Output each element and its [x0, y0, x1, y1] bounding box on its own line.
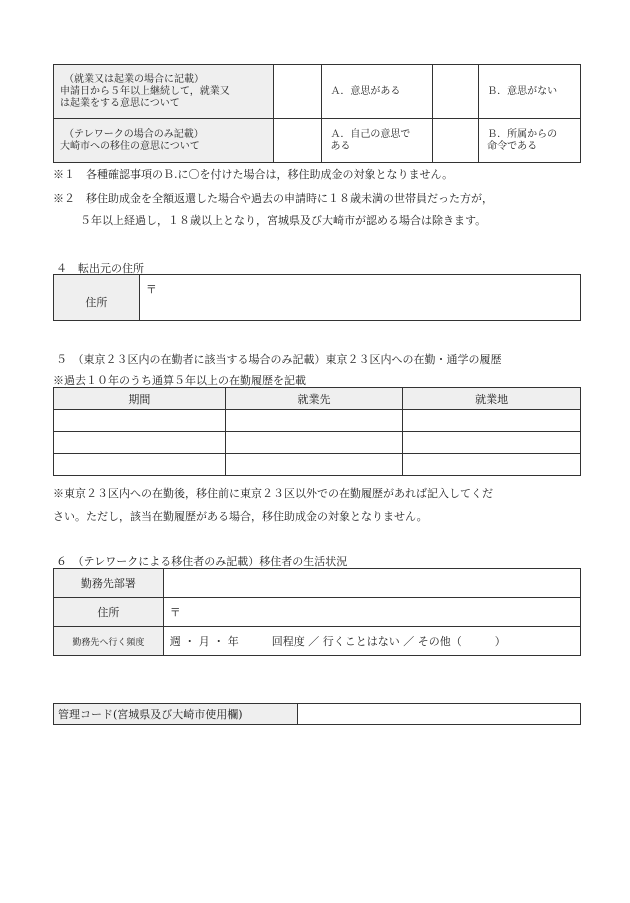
table-row: [54, 432, 581, 454]
visit-frequency-field[interactable]: 週 ・ 月 ・ 年 回程度 ／ 行くことはない ／ その他（ ）: [163, 627, 580, 656]
period-cell[interactable]: [54, 432, 226, 454]
postal-mark: 〒: [145, 283, 157, 296]
option-b-mark-cell[interactable]: [433, 119, 479, 163]
option-a-mark-cell[interactable]: [273, 119, 322, 163]
period-cell[interactable]: [54, 410, 226, 432]
column-header-employer: 就業先: [225, 388, 403, 410]
option-a-intent: Ａ．意思がある: [322, 65, 433, 119]
work-location-cell[interactable]: [403, 454, 581, 476]
address-field[interactable]: [163, 598, 580, 627]
employer-cell[interactable]: [225, 454, 403, 476]
table-row: [54, 627, 581, 656]
note-1: ※１ 各種確認事項のＢ.に〇を付けた場合は，移住助成金の対象となりません。: [53, 168, 454, 181]
option-a-own-will: Ａ．自己の意思で ある: [322, 119, 433, 163]
work-location-cell[interactable]: [403, 432, 581, 454]
visit-frequency-label: 勤務先へ行く頻度: [54, 627, 164, 656]
table-header-row: [54, 388, 581, 410]
table-row: [54, 410, 581, 432]
work-history-table: [53, 387, 581, 476]
origin-address-table: [53, 274, 581, 321]
section-5-title: ５ （東京２３区内の在勤者に該当する場合のみ記載）東京２３区内への在勤・通学の履歴: [56, 353, 502, 366]
section-5-note-line2: さい。ただし，該当在勤履歴がある場合，移住助成金の対象となりません。: [53, 510, 428, 523]
note-2-line2: ５年以上経過し，１８歳以上となり，宮城県及び大崎市が認める場合は除きます。: [80, 214, 487, 227]
address-label: 住所: [54, 275, 140, 321]
option-b-mark-cell[interactable]: [433, 65, 479, 119]
table-row: [54, 119, 581, 163]
intent-table: [53, 64, 581, 163]
section-6-title: ６ （テレワークによる移住者のみ記載）移住者の生活状況: [56, 555, 348, 568]
note-2-line1: ※２ 移住助成金を全額返還した場合や過去の申請時に１８歳未満の世帯員だった方が，: [53, 192, 493, 205]
address-label: 住所: [54, 598, 164, 627]
living-status-table: [53, 568, 581, 656]
management-code-table: [53, 703, 581, 725]
section-5-subtitle: ※過去１０年のうち通算５年以上の在勤履歴を記載: [53, 374, 306, 387]
management-code-label: 管理コード(宮城県及び大崎市使用欄): [54, 704, 298, 725]
section-5-note-line1: ※東京２３区内への在勤後，移住前に東京２３区以外での在勤履歴があれば記入してくだ: [53, 487, 493, 500]
table-row: [54, 598, 581, 627]
period-cell[interactable]: [54, 454, 226, 476]
column-header-period: 期間: [54, 388, 226, 410]
section-4-title: ４ 転出元の住所: [56, 262, 144, 275]
origin-address-field[interactable]: [139, 275, 580, 321]
option-b-company-order: Ｂ．所属からの 命令である: [479, 119, 581, 163]
work-location-cell[interactable]: [403, 410, 581, 432]
management-code-field[interactable]: [297, 704, 580, 725]
table-row: [54, 454, 581, 476]
option-a-mark-cell[interactable]: [273, 65, 322, 119]
workplace-field[interactable]: [163, 569, 580, 598]
employer-cell[interactable]: [225, 410, 403, 432]
column-header-work-location: 就業地: [403, 388, 581, 410]
option-b-no-intent: Ｂ．意思がない: [479, 65, 581, 119]
table-row: [54, 704, 581, 725]
table-row: [54, 569, 581, 598]
table-row: [54, 275, 581, 321]
employment-intent-label: （就業又は起業の場合に記載） 申請日から５年以上継続して，就業又 は起業をする意思について: [54, 65, 274, 119]
table-row: [54, 65, 581, 119]
employer-cell[interactable]: [225, 432, 403, 454]
postal-mark: 〒: [169, 606, 181, 619]
relocation-intent-label: （テレワークの場合のみ記載） 大崎市への移住の意思について: [54, 119, 274, 163]
workplace-label: 勤務先部署: [54, 569, 164, 598]
